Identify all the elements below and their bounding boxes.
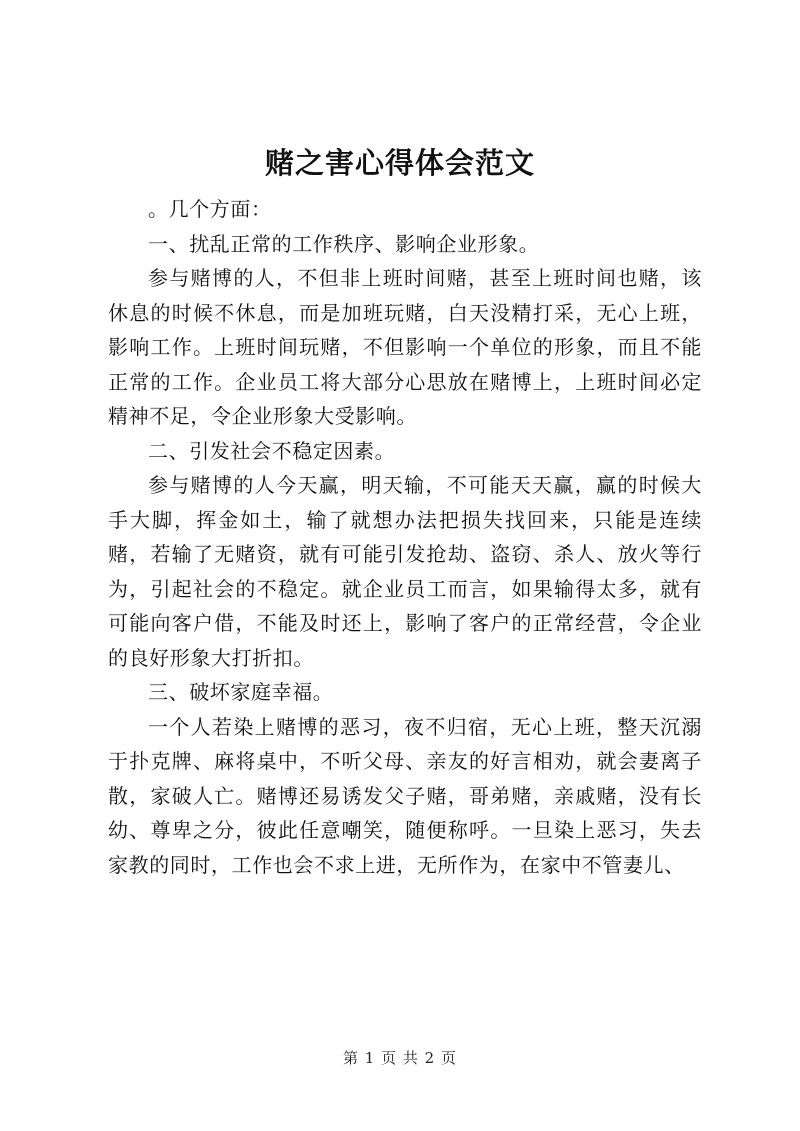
paragraph-section-1: 参与赌博的人，不但非上班时间赌，甚至上班时间也赌，该休息的时候不休息，而是加班玩赌，白天没精打采，无心上班，影响工作。上班时间玩赌，不但影响一个单位的形象，而且不能正常的工作。企业员工将大部分心思放在赌博上，上班时间必定精神不足，令企业形象大受影响。 xyxy=(108,266,702,428)
paragraph-intro: 。几个方面： xyxy=(148,197,272,221)
document-title: 赌之害心得体会范文 xyxy=(264,146,535,180)
paragraph-section-2: 参与赌博的人今天赢，明天输，不可能天天赢，赢的时候大手大脚，挥金如土，输了就想办法把损失找回来，只能是连续赌，若输了无赌资，就有可能引发抢劫、盗窃、杀人、放火等行为，引起社会的不稳定。就企业员工而言，如果输得太多，就有可能向客户借，不能及时还上，影响了客户的正常经营，令企业的良好形象大打折扣。 xyxy=(108,473,702,670)
section-heading-2: 二、引发社会不稳定因素。 xyxy=(148,438,396,463)
document-body xyxy=(108,192,702,882)
page-number-footer: 第 1 页 共 2 页 xyxy=(343,1049,457,1067)
section-heading-3: 三、破坏家庭幸福。 xyxy=(148,680,334,704)
paragraph-section-3: 一个人若染上赌博的恶习，夜不归宿，无心上班，整天沉溺于扑克牌、麻将桌中，不听父母、亲友的好言相劝，就会妻离子散，家破人亡。赌博还易诱发父子赌，哥弟赌，亲戚赌，没有长幼、尊卑之分，彼此任意嘲笑，随便称呼。一旦染上恶习，失去家教的同时，工作也会不求上进，无所作为，在家中不管妻儿、 xyxy=(108,714,702,877)
section-heading-1: 一、扰乱正常的工作秩序、影响企业形象。 xyxy=(148,231,540,256)
